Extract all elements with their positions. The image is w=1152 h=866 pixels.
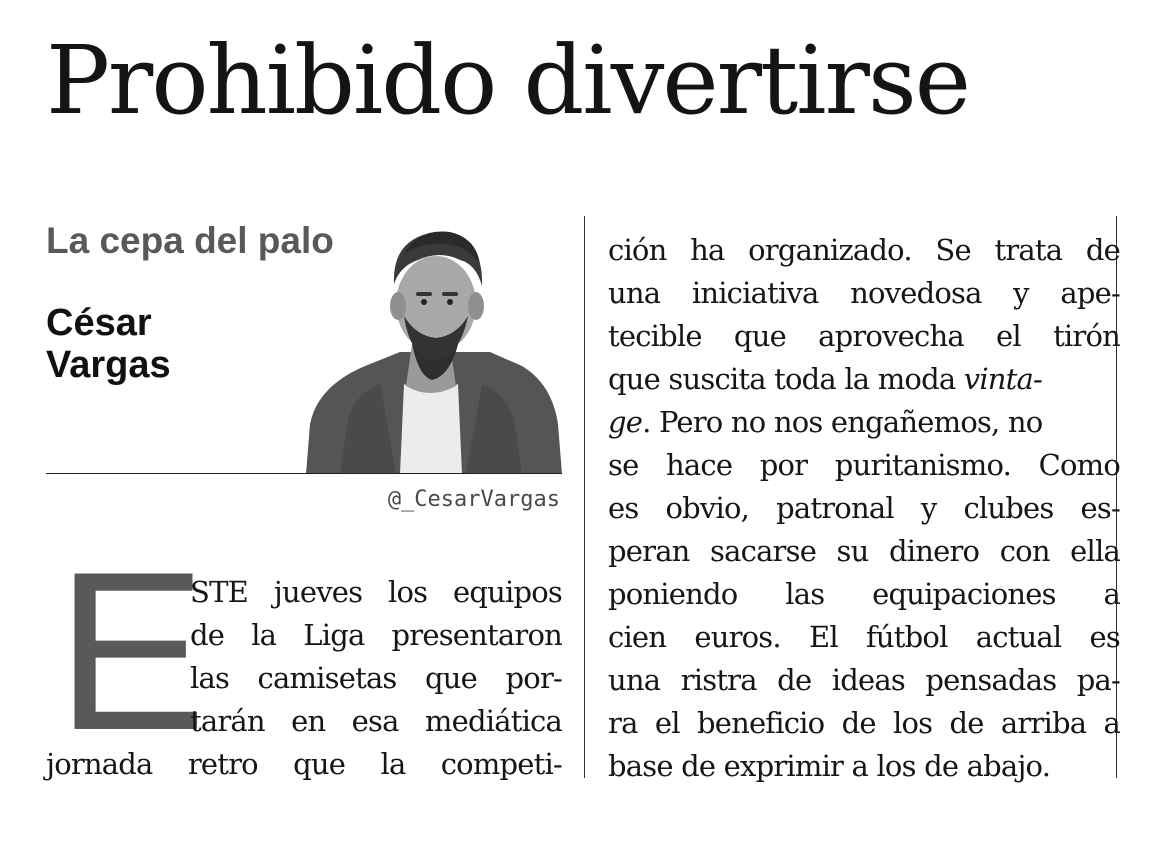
text-line: poniendo las equipaciones a bbox=[608, 577, 1120, 611]
drop-cap: E bbox=[56, 524, 207, 777]
author-name: César Vargas bbox=[46, 302, 171, 386]
article-column-2 bbox=[608, 229, 1120, 788]
text-line: base de exprimir a los de abajo. bbox=[608, 749, 1051, 783]
text-line: tarán en esa mediática bbox=[190, 704, 562, 738]
text-line bbox=[608, 401, 1120, 444]
text-line: ra el beneficio de los de arriba a bbox=[608, 706, 1120, 740]
article-lead-paragraph bbox=[46, 571, 562, 786]
byline-rule bbox=[46, 473, 562, 474]
author-twitter-handle: @_CesarVargas bbox=[387, 487, 560, 512]
text-line bbox=[608, 358, 1120, 401]
text-segment: . Pero no nos engañemos, no bbox=[642, 405, 1043, 439]
text-line: las camisetas que por- bbox=[190, 661, 562, 695]
italic-word: ge bbox=[608, 405, 643, 439]
column-divider-left bbox=[584, 216, 585, 778]
text-segment: que suscita toda la moda bbox=[608, 362, 964, 396]
headline: Prohibido divertirse bbox=[46, 26, 969, 136]
text-line: se hace por puritanismo. Como bbox=[608, 448, 1120, 482]
author-portrait bbox=[300, 224, 562, 474]
text-line: de la Liga presentaron bbox=[190, 618, 562, 652]
text-line: es obvio, patronal y clubes es- bbox=[608, 491, 1120, 525]
italic-word: vinta- bbox=[963, 362, 1043, 396]
column-section-title: La cepa del palo bbox=[46, 220, 334, 261]
text-line: ción ha organizado. Se trata de bbox=[608, 233, 1120, 267]
text-line: tecible que aprovecha el tirón bbox=[608, 319, 1120, 353]
text-line: STE jueves los equipos bbox=[190, 575, 562, 609]
text-line: una ristra de ideas pensadas pa- bbox=[608, 663, 1120, 697]
text-line: jornada retro que la competi- bbox=[46, 747, 562, 781]
text-line: una iniciativa novedosa y ape- bbox=[608, 276, 1120, 310]
text-line: peran sacarse su dinero con ella bbox=[608, 534, 1120, 568]
text-line: cien euros. El fútbol actual es bbox=[608, 620, 1120, 654]
